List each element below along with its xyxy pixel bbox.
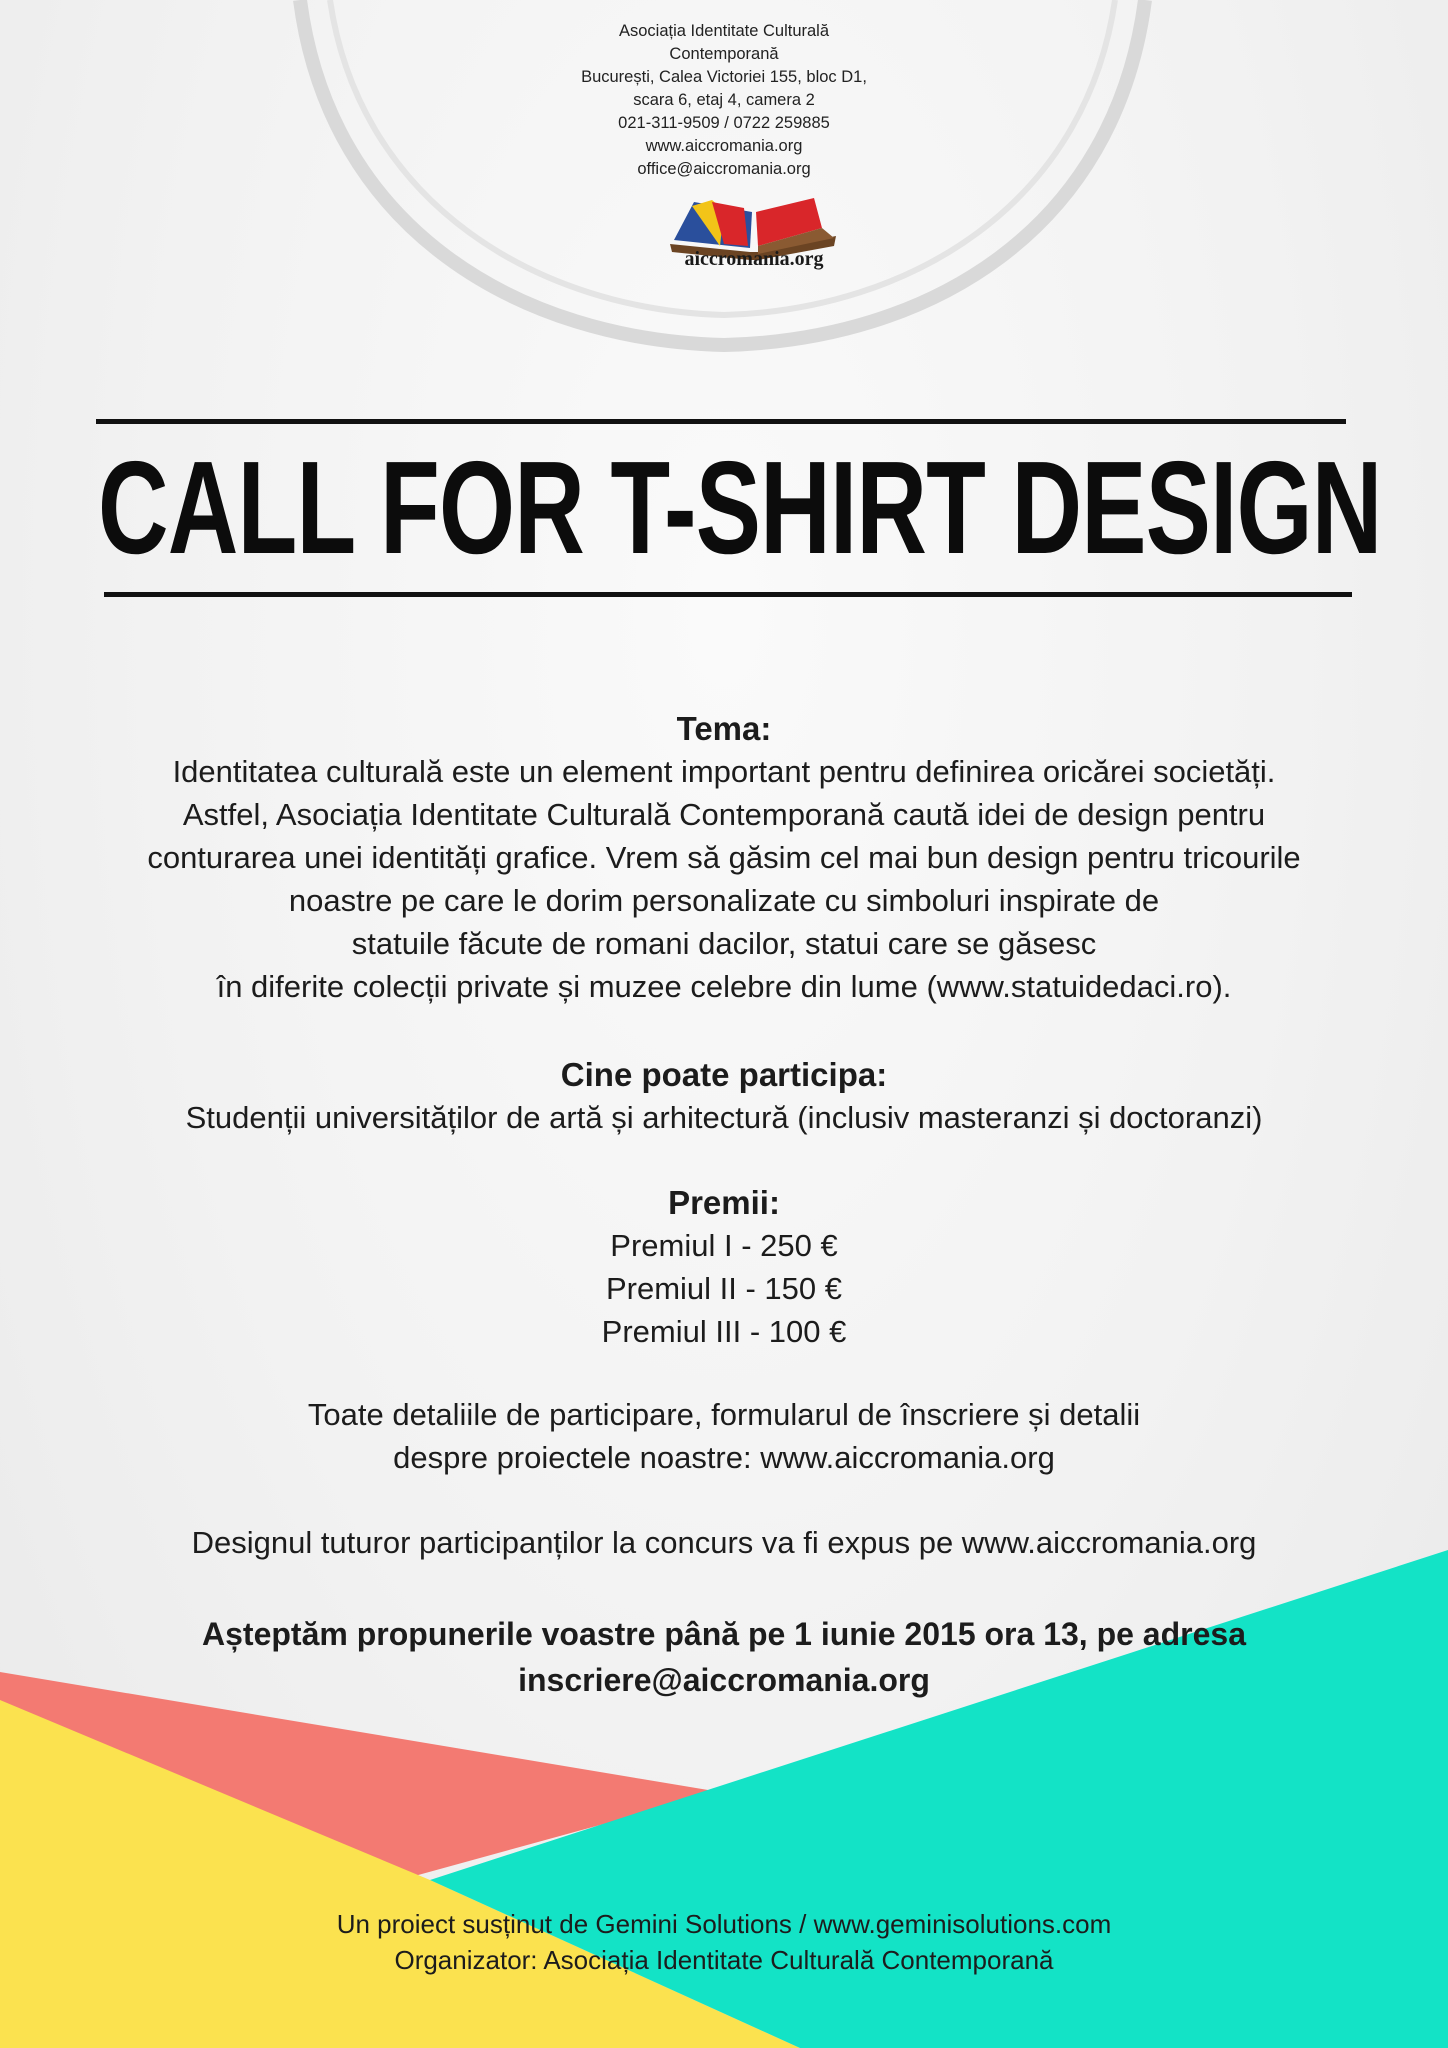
exhibit-note — [60, 1521, 1388, 1564]
page-title: CALL FOR T-SHIRT DESIGN — [98, 434, 1382, 581]
participants-heading: Cine poate participa: — [560, 1056, 888, 1093]
theme-line: Identitatea culturală este un element important pentru definirea oricărei societăți. — [172, 754, 1276, 789]
organizer-line: Organizator: Asociația Identitate Culturală Contemporană — [394, 1945, 1054, 1975]
prize-item: Premiul II - 150 € — [605, 1271, 843, 1306]
theme-line: conturarea unei identități grafice. Vrem să găsim cel mai bun design pentru tricourile — [147, 840, 1301, 875]
participants-section — [60, 1053, 1388, 1139]
address-line-2: scara 6, etaj 4, camera 2 — [633, 91, 815, 109]
theme-section — [60, 707, 1388, 1008]
sponsor-line: Un proiect susținut de Gemini Solutions / www.geminisolutions.com — [336, 1909, 1112, 1939]
prize-item: Premiul III - 100 € — [601, 1314, 847, 1349]
details-section — [60, 1393, 1388, 1479]
website-line: www.aiccromania.org — [645, 137, 803, 155]
prizes-section — [60, 1181, 1388, 1353]
details-line: Toate detaliile de participare, formularul de înscriere și detalii — [307, 1397, 1141, 1432]
email-line: office@aiccromania.org — [637, 160, 811, 178]
deadline-section — [60, 1611, 1388, 1703]
organization-contact — [524, 20, 924, 181]
title-rule-bottom — [104, 592, 1352, 597]
theme-line: Astfel, Asociația Identitate Culturală Contemporană caută idei de design pentru — [182, 797, 1266, 832]
theme-line: noastre pe care le dorim personalizate cu simboluri inspirate de — [288, 883, 1160, 918]
details-line: despre proiectele noastre: www.aiccromania.org — [393, 1440, 1055, 1475]
theme-line: în diferite colecții private și muzee celebre din lume (www.statuidedaci.ro). — [216, 969, 1232, 1004]
theme-heading: Tema: — [676, 710, 772, 747]
prizes-heading: Premii: — [668, 1184, 780, 1221]
prize-item: Premiul I - 250 € — [610, 1228, 838, 1263]
logo-text: aiccromania.org — [684, 248, 824, 270]
participants-text: Studenții universităților de artă și arhitectură (inclusiv masteranzi și doctoranzi) — [185, 1100, 1263, 1135]
phone-line: 021-311-9509 / 0722 259885 — [618, 114, 830, 132]
address-line-1: București, Calea Victoriei 155, bloc D1, — [581, 68, 867, 86]
deadline-line: Așteptăm propunerile voastre până pe 1 iunie 2015 ora 13, pe adresa — [202, 1616, 1246, 1652]
org-name-line-1: Asociația Identitate Culturală — [618, 22, 830, 40]
title-rule-top — [96, 419, 1346, 424]
exhibit-text: Designul tuturor participanților la concurs va fi expus pe www.aiccromania.org — [191, 1525, 1257, 1560]
footer — [60, 1906, 1388, 1978]
org-name-line-2: Contemporană — [669, 45, 779, 63]
theme-line: statuile făcute de romani dacilor, statui care se găsesc — [351, 926, 1097, 961]
submission-email: inscriere@aiccromania.org — [518, 1662, 930, 1698]
